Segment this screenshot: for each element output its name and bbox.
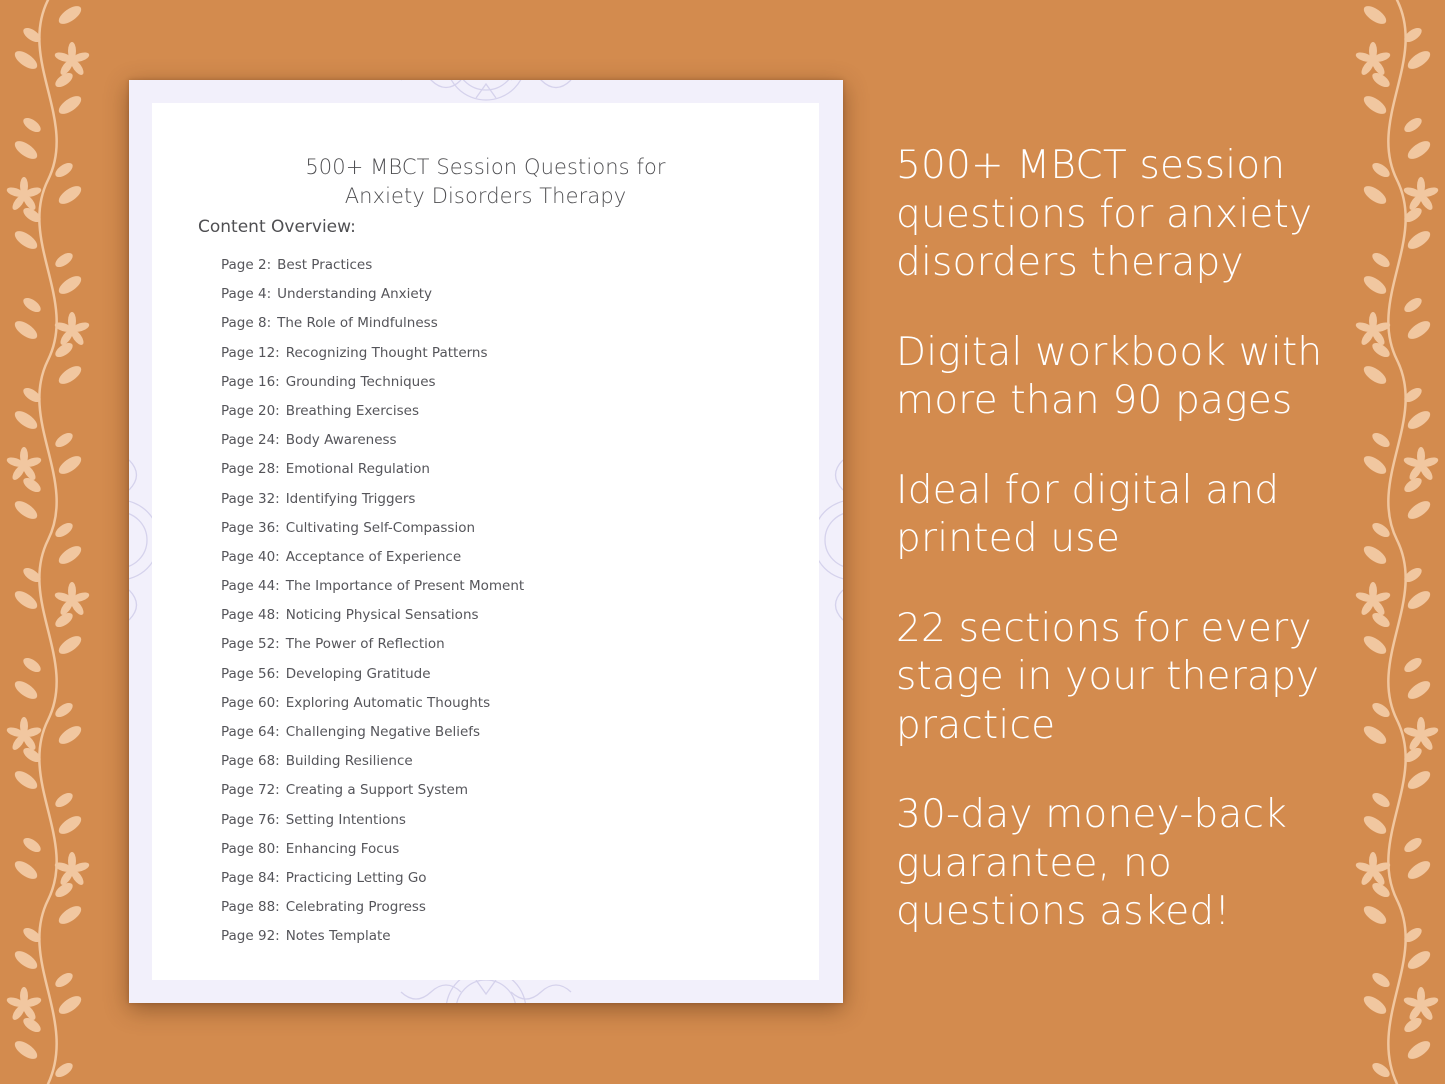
toc-section-label: Body Awareness — [285, 432, 397, 449]
toc-section-label: The Role of Mindfulness — [277, 315, 438, 332]
document-page — [152, 103, 819, 980]
toc-page-number: Page 56: — [221, 665, 280, 682]
toc-item — [221, 721, 524, 750]
toc-section-label: Practicing Letting Go — [285, 869, 427, 886]
toc-item — [221, 692, 524, 721]
toc-page-number: Page 60: — [221, 694, 280, 711]
toc-page-number: Page 2: — [221, 257, 272, 273]
toc-section-label: Notes Template — [285, 928, 391, 945]
toc-item — [221, 546, 524, 575]
toc-heading: Content Overview: — [198, 217, 356, 237]
document-title-line-1: 500+ MBCT Session Questions for — [305, 155, 666, 179]
feature-line: questions asked! — [896, 889, 1231, 934]
feature-line: stage in your therapy — [896, 654, 1320, 699]
feature-line: 30-day money-back — [896, 792, 1287, 837]
toc-item — [221, 342, 524, 371]
toc-page-number: Page 68: — [221, 753, 280, 770]
toc-section-label: The Power of Reflection — [285, 636, 445, 653]
toc-item — [221, 400, 524, 429]
mandala-left-icon — [129, 450, 153, 630]
feature-text — [896, 329, 1346, 426]
feature-text — [896, 605, 1346, 751]
toc-section-label: Enhancing Focus — [285, 840, 400, 857]
toc-page-number: Page 92: — [221, 928, 280, 945]
toc-section-label: Identifying Triggers — [285, 490, 416, 507]
toc-item — [221, 254, 524, 283]
toc-item — [221, 458, 524, 487]
toc-section-label: Understanding Anxiety — [277, 286, 432, 303]
toc-item — [221, 779, 524, 808]
toc-page-number: Page 28: — [221, 461, 280, 478]
feature-line: guarantee, no — [896, 840, 1172, 886]
toc-section-label: Breathing Exercises — [285, 402, 420, 419]
toc-item — [221, 604, 524, 633]
toc-page-number: Page 64: — [221, 724, 280, 740]
toc-section-label: Grounding Techniques — [285, 373, 436, 390]
toc-page-number: Page 4: — [221, 286, 272, 303]
toc-page-number: Page 84: — [221, 869, 280, 886]
toc-page-number: Page 80: — [221, 840, 280, 857]
toc-item — [221, 925, 524, 954]
feature-list — [896, 142, 1346, 937]
toc-item — [221, 867, 524, 896]
toc-page-number: Page 24: — [221, 432, 280, 449]
toc-page-number: Page 44: — [221, 578, 280, 595]
toc-page-number: Page 76: — [221, 811, 280, 828]
toc-item — [221, 750, 524, 779]
feature-line: practice — [896, 702, 1056, 748]
toc-page-number: Page 16: — [221, 373, 280, 390]
feature-line: 22 sections for every — [896, 605, 1312, 651]
toc-list — [221, 254, 524, 955]
toc-page-number: Page 88: — [221, 899, 280, 916]
feature-text — [896, 467, 1346, 564]
feature-line: printed use — [896, 516, 1121, 561]
toc-section-label: Cultivating Self-Compassion — [285, 519, 476, 536]
toc-item — [221, 809, 524, 838]
toc-item — [221, 575, 524, 604]
feature-line: more than 90 pages — [896, 378, 1293, 423]
toc-item — [221, 838, 524, 867]
toc-section-label: Creating a Support System — [285, 782, 468, 799]
floral-vine-right-icon — [1347, 0, 1445, 1084]
toc-page-number: Page 8: — [221, 315, 272, 332]
toc-section-label: Best Practices — [277, 257, 373, 273]
toc-section-label: Celebrating Progress — [285, 899, 426, 916]
toc-page-number: Page 48: — [221, 607, 280, 624]
toc-item — [221, 633, 524, 662]
toc-page-number: Page 32: — [221, 490, 280, 507]
toc-section-label: Acceptance of Experience — [285, 548, 462, 565]
toc-item — [221, 429, 524, 458]
feature-text — [896, 142, 1346, 288]
toc-section-label: The Importance of Present Moment — [285, 578, 525, 595]
toc-item — [221, 488, 524, 517]
toc-item — [221, 896, 524, 925]
toc-item — [221, 312, 524, 341]
toc-page-number: Page 12: — [221, 344, 280, 361]
toc-section-label: Challenging Negative Beliefs — [285, 724, 481, 740]
feature-line: questions for anxiety — [896, 191, 1313, 237]
toc-page-number: Page 36: — [221, 519, 280, 536]
toc-item — [221, 663, 524, 692]
toc-section-label: Building Resilience — [285, 753, 413, 770]
toc-section-label: Noticing Physical Sensations — [285, 607, 479, 624]
toc-page-number: Page 72: — [221, 782, 280, 799]
mandala-right-icon — [819, 450, 843, 630]
toc-item — [221, 371, 524, 400]
feature-line: disorders therapy — [896, 240, 1244, 285]
toc-section-label: Recognizing Thought Patterns — [285, 344, 488, 361]
toc-item — [221, 283, 524, 312]
toc-section-label: Developing Gratitude — [285, 665, 431, 682]
toc-section-label: Exploring Automatic Thoughts — [285, 694, 491, 711]
toc-item — [221, 517, 524, 546]
toc-page-number: Page 40: — [221, 548, 280, 565]
document-title-line-2: Anxiety Disorders Therapy — [344, 184, 627, 208]
mandala-bottom-icon — [381, 978, 591, 1003]
document-title — [152, 153, 819, 211]
toc-section-label: Setting Intentions — [285, 811, 406, 828]
floral-vine-left-icon — [0, 0, 98, 1084]
feature-line: Ideal for digital and — [896, 467, 1280, 513]
feature-line: Digital workbook with — [896, 329, 1323, 375]
toc-page-number: Page 52: — [221, 636, 280, 653]
feature-line: 500+ MBCT session — [896, 143, 1286, 188]
feature-text — [896, 791, 1346, 937]
document-preview — [129, 80, 843, 1003]
toc-page-number: Page 20: — [221, 402, 280, 419]
toc-section-label: Emotional Regulation — [285, 461, 430, 478]
